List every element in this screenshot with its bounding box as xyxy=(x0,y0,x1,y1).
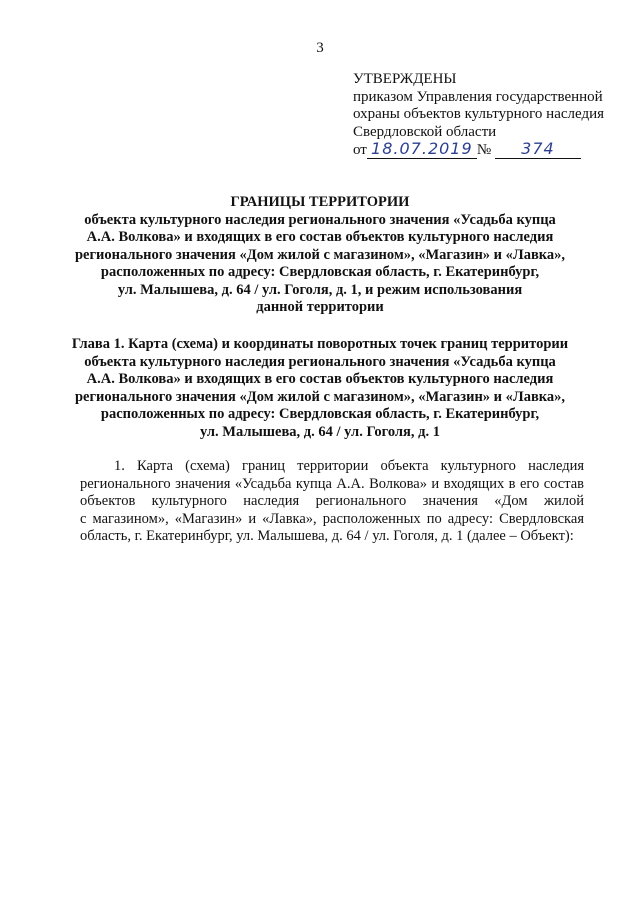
title-line: А.А. Волкова» и входящих в его состав объектов культурного наследия xyxy=(86,229,554,245)
date-prefix: от xyxy=(353,142,367,158)
title-line: ул. Малышева, д. 64 / ул. Гоголя, д. 1, и режим использования xyxy=(117,281,523,298)
chapter-line: объекта культурного наследия регионального значения «Усадьба купца xyxy=(84,353,556,370)
title-line: регионального значения «Дом жилой с магазином», «Магазин» и «Лавка», xyxy=(74,246,566,263)
body-paragraph xyxy=(80,458,584,546)
number-field xyxy=(495,141,581,159)
chapter-line: ул. Малышева, д. 64 / ул. Гоголя, д. 1 xyxy=(200,423,440,440)
handwritten-date: 18.07.2019 xyxy=(371,139,473,158)
chapter-line: регионального значения «Дом жилой с магазином», «Магазин» и «Лавка», xyxy=(74,388,566,405)
number-prefix: № xyxy=(476,142,492,158)
document-title xyxy=(60,194,580,317)
date-field xyxy=(367,141,477,159)
chapter-heading xyxy=(60,336,580,441)
approval-stamp xyxy=(353,71,604,160)
chapter-line: расположенных по адресу: Свердловская область, г. Екатеринбург, xyxy=(100,406,540,422)
title-line: расположенных по адресу: Свердловская область, г. Екатеринбург, xyxy=(100,264,540,280)
paragraph-line: 1. Карта (схема) границ территории объекта культурного наследия xyxy=(114,458,584,474)
title-line: объекта культурного наследия регионального значения «Усадьба купца xyxy=(84,211,556,228)
approval-date-row xyxy=(353,141,604,160)
paragraph-line: объектов культурного наследия регионального значения «Дом жилой xyxy=(80,493,584,509)
handwritten-number: 374 xyxy=(521,139,555,158)
approval-line: приказом Управления государственной xyxy=(353,88,603,105)
approval-line: Свердловской области xyxy=(353,123,497,140)
approval-heading: УТВЕРЖДЕНЫ xyxy=(353,71,457,87)
paragraph-line: область, г. Екатеринбург, ул. Малышева, д. 64 / ул. Гоголя, д. 1 (далее – Объект): xyxy=(80,528,574,544)
title-main: ГРАНИЦЫ ТЕРРИТОРИИ xyxy=(230,194,410,210)
page-number: 3 xyxy=(316,40,324,56)
chapter-line: А.А. Волкова» и входящих в его состав объектов культурного наследия xyxy=(86,371,554,387)
approval-line: охраны объектов культурного наследия xyxy=(353,106,605,122)
title-line: данной территории xyxy=(256,299,384,315)
paragraph-line: регионального значения «Усадьба купца А.А. Волкова» и входящих в его состав xyxy=(80,475,584,492)
chapter-line: Глава 1. Карта (схема) и координаты поворотных точек границ территории xyxy=(71,336,569,352)
paragraph-line: с магазином», «Магазин» и «Лавка», расположенных по адресу: Свердловская xyxy=(80,510,584,527)
